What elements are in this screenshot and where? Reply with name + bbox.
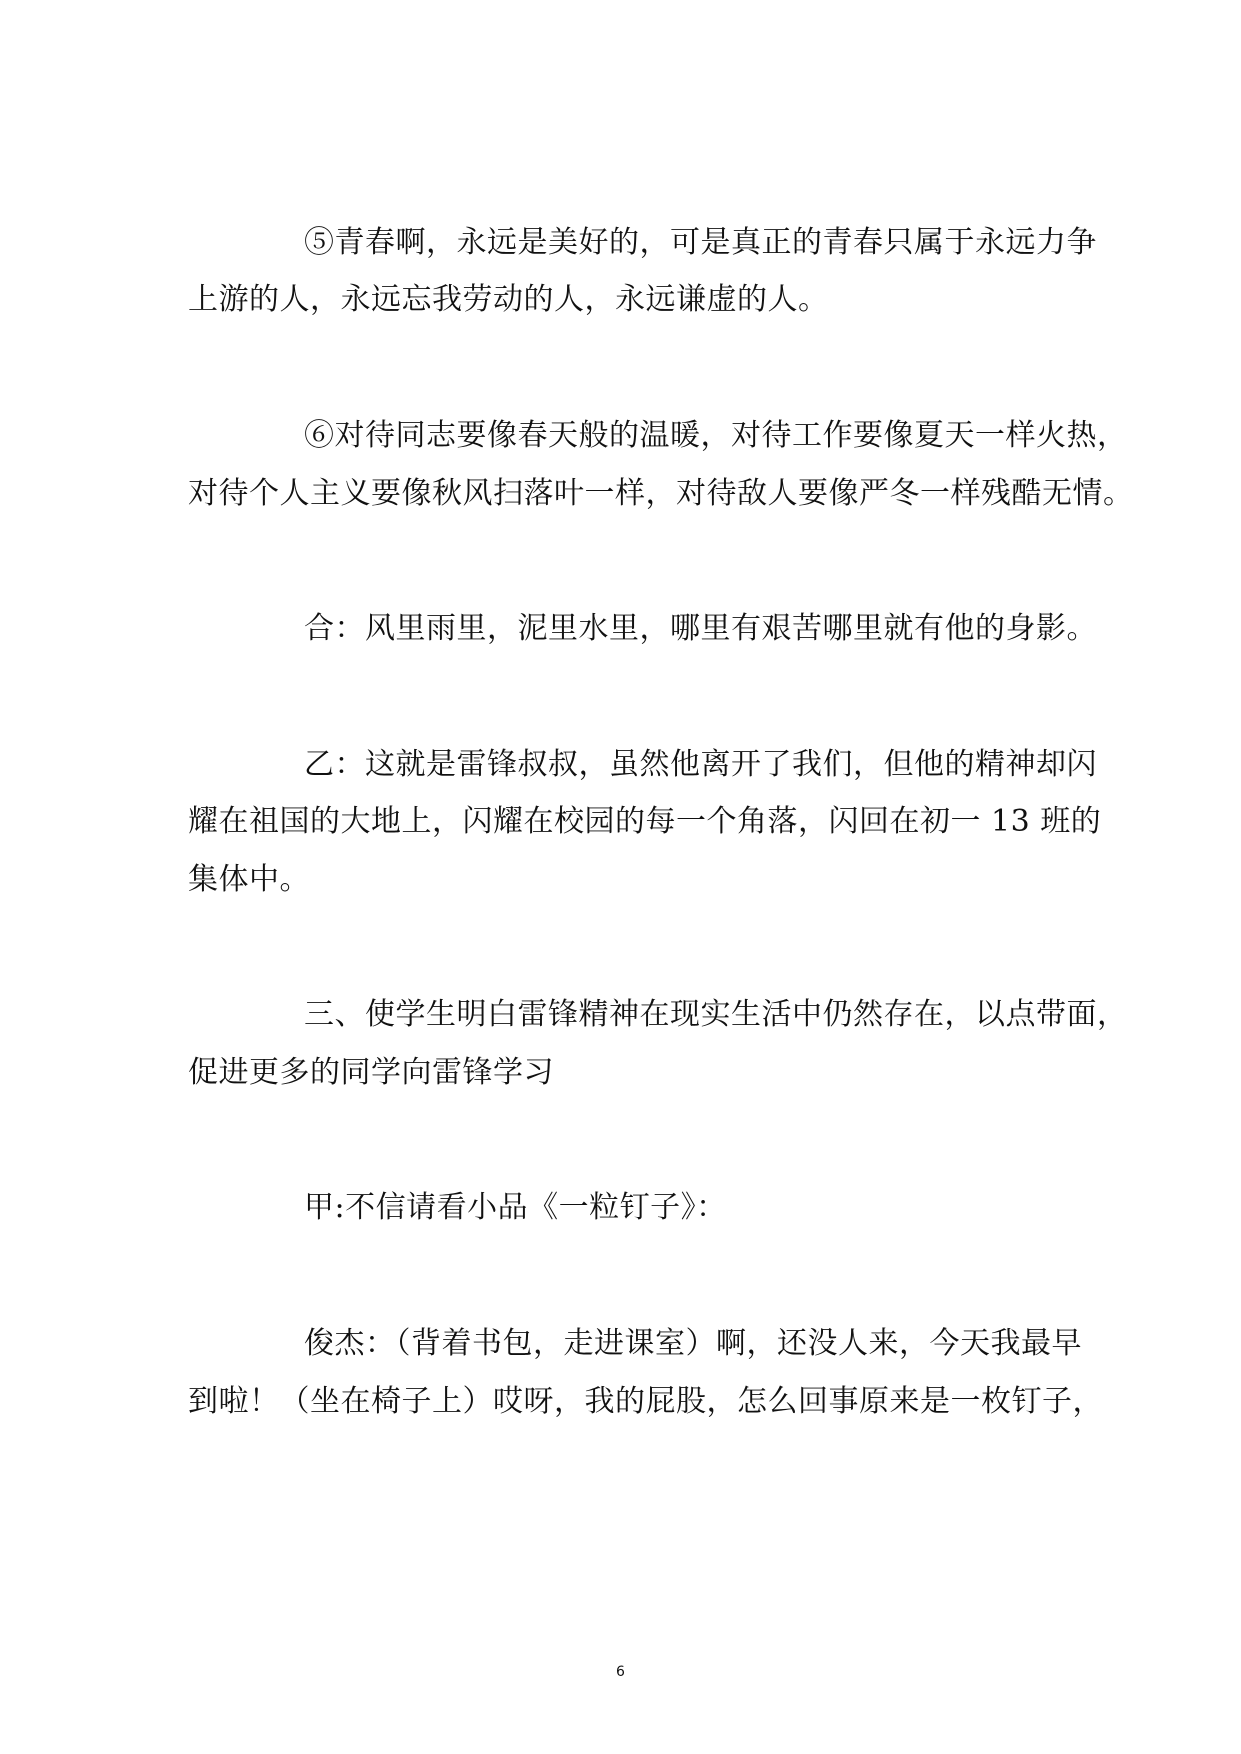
paragraph-line: 合：风里雨里，泥里水里，哪里有艰苦哪里就有他的身影。 [304,611,1097,646]
paragraph-line: 对待个人主义要像秋风扫落叶一样，对待敌人要像严冬一样残酷无情。 [188,476,1134,511]
page-number: 6 [616,1664,625,1680]
paragraph-line: 到啦！（坐在椅子上）哎呀，我的屁股，怎么回事原来是一枚钉子， [188,1384,1103,1419]
paragraph-line: 集体中。 [188,862,310,897]
paragraph-line: 乙：这就是雷锋叔叔，虽然他离开了我们，但他的精神却闪 [304,747,1097,782]
paragraph-line: 俊杰：（背着书包，走进课室）啊，还没人来，今天我最早 [304,1326,1082,1361]
paragraph-line: 促进更多的同学向雷锋学习 [188,1055,554,1090]
paragraph-line: 三、使学生明白雷锋精神在现实生活中仍然存在，以点带面， [304,997,1128,1032]
paragraph-line: ⑤青春啊，永远是美好的，可是真正的青春只属于永远力争 [304,225,1097,260]
paragraph-line: 甲:不信请看小品《一粒钉子》： [304,1190,727,1225]
paragraph-line: 上游的人，永远忘我劳动的人，永远谦虚的人。 [188,282,829,317]
paragraph-line: ⑥对待同志要像春天般的温暖，对待工作要像夏天一样火热， [304,418,1128,453]
paragraph-line: 耀在祖国的大地上，闪耀在校园的每一个角落，闪回在初一 13 班的 [188,804,1102,839]
